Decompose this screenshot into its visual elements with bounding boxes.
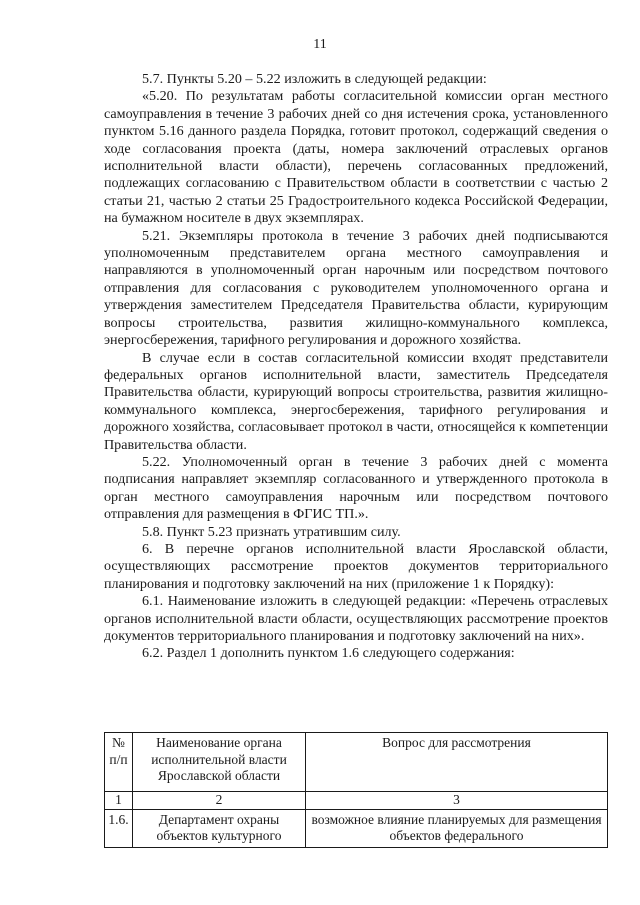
index-cell: 3: [306, 792, 608, 810]
paragraph-6-2: 6.2. Раздел 1 дополнить пунктом 1.6 следующего содержания:: [142, 645, 515, 662]
table-row: [105, 809, 608, 847]
paragraph-6-1: 6.1. Наименование изложить в следующей редакции: «Перечень отраслевых органов исполнительной власти области, осуществляющих рассмотрение проектов документов территориального планирования и подготовку заключений на них».: [104, 593, 608, 644]
header-number: № п/п: [105, 733, 133, 792]
paragraph-5-7: 5.7. Пункты 5.20 – 5.22 изложить в следующей редакции:: [142, 71, 487, 87]
document-body: [104, 71, 608, 663]
row-question: возможное влияние планируемых для размещения объектов федерального: [306, 809, 608, 847]
row-organ-name: Департамент охраны объектов культурного: [133, 809, 306, 847]
row-number: 1.6.: [105, 809, 133, 847]
paragraph-commission: В случае если в состав согласительной комиссии входят представители федеральных органов исполнительной власти, заместитель Председателя Правительства области, курирующий вопросы строительства, развития жилищно-коммунального комплекса, энергосбережения, тарифного регулирования и дорожного хозяйства, согласовывает протокол в части, относящейся к компетенции Правительства области.: [104, 349, 608, 453]
paragraph-5-8: 5.8. Пункт 5.23 признать утратившим силу.: [142, 523, 401, 540]
organs-table: [104, 732, 608, 848]
paragraph-5-21: 5.21. Экземпляры протокола в течение 3 рабочих дней подписываются уполномоченным представителем органа местного самоуправления и направляются в уполномоченный орган нарочным или посредством почтового отправления для согласования с руководителем уполномоченного органа и утверждения заместителем Председателя Правительства области, курирующим вопросы строительства, развития жилищно-коммунального комплекса, энергосбережения, тарифного регулирования и дорожного хозяйства.: [104, 227, 608, 349]
paragraph-5-20: «5.20. По результатам работы согласительной комиссии орган местного самоуправления в течение 3 рабочих дней со дня истечения срока, установленного пунктом 5.16 данного раздела Порядка, готовит протокол, содержащий сведения о ходе согласования проекта (даты, номера заключений отраслевых органов исполнительной власти области), перечень согласованных предложений, подлежащих согласованию с Правительством области в соответствии с частью 2 статьи 21, частью 2 статьи 25 Градостроительного кодекса Российской Федерации, на бумажном носителе в двух экземплярах.: [104, 88, 608, 227]
header-organ-name: Наименование органа исполнительной власти Ярославской области: [133, 733, 306, 792]
table-header-row: [105, 733, 608, 792]
paragraph-5-22: 5.22. Уполномоченный орган в течение 3 рабочих дней с момента подписания направляет экземпляр согласованного и утвержденного протокола в орган местного самоуправления нарочным или посредством почтового отправления для размещения в ФГИС ТП.».: [104, 453, 608, 523]
table-index-row: [105, 792, 608, 810]
index-cell: 2: [133, 792, 306, 810]
paragraph-6: 6. В перечне органов исполнительной власти Ярославской области, осуществляющих рассмотрение проектов документов территориального планирования и подготовку заключений на них (приложение 1 к Порядку):: [104, 540, 608, 592]
page-number: 11: [313, 37, 327, 52]
header-question: Вопрос для рассмотрения: [306, 733, 608, 792]
index-cell: 1: [105, 792, 133, 810]
